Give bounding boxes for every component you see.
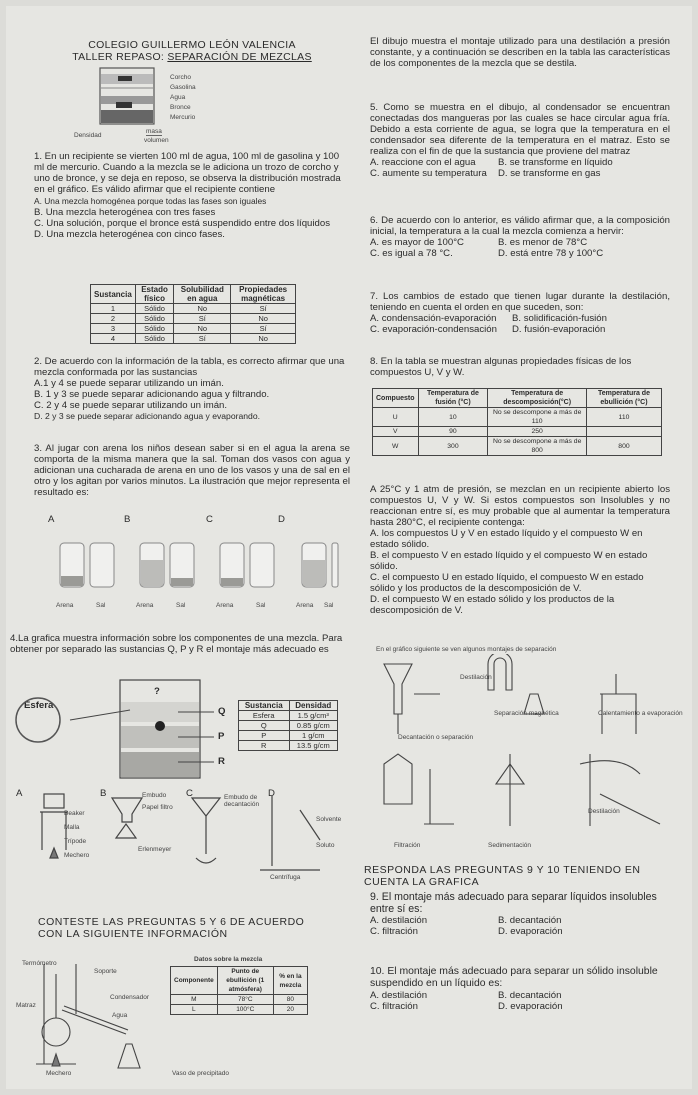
q7-option-b[interactable]: B. solidificación-fusión — [512, 313, 607, 324]
method-label: Decantación o separación — [398, 734, 474, 741]
lab-label: Termómetro — [22, 960, 57, 967]
q5-option-a[interactable]: A. reaccione con el agua — [370, 157, 476, 168]
table-cell: 3 — [91, 324, 136, 334]
q2-option-a[interactable]: A.1 y 4 se puede separar utilizando un imán. — [34, 378, 224, 389]
setup-label: Embudo — [142, 792, 167, 799]
method-label: Calentamiento a evaporación — [598, 710, 683, 717]
question-mark: ? — [154, 686, 160, 697]
table-cell: W — [373, 437, 419, 456]
header — [34, 39, 350, 63]
table-cell: 1 g/cm — [289, 731, 338, 741]
table-cell: No — [174, 324, 231, 334]
table-cell: Q — [239, 721, 290, 731]
q1-option-b[interactable]: B. Una mezcla heterogénea con tres fases — [34, 207, 216, 218]
q7-option-d[interactable]: D. fusión-evaporación — [512, 324, 606, 335]
workshop-title — [34, 51, 350, 63]
table-cell: 1 — [91, 304, 136, 314]
table-cell: Esfera — [239, 711, 290, 721]
setup-label: Solvente — [316, 816, 342, 823]
layer-label-q: Q — [218, 706, 226, 717]
table-cell: 800 — [586, 437, 661, 456]
q9-option-c[interactable]: C. filtración — [370, 926, 418, 937]
table-header-row — [91, 285, 296, 304]
setup-label: Papel filtro — [142, 804, 173, 811]
q6-option-a[interactable]: A. es mayor de 100°C — [370, 237, 464, 248]
q3-option-label[interactable]: B — [124, 514, 131, 525]
question-8-body — [370, 484, 670, 616]
setup-label: Centrífuga — [270, 874, 301, 881]
setup-label: Mechero — [64, 852, 90, 859]
lab-label: Soporte — [94, 968, 117, 975]
table-row — [239, 721, 338, 731]
q1-stem: 1. En un recipiente se vierten 100 ml de agua, 100 ml de gasolina y 100 ml de mercurio. Cuando a la mezcla se le adiciona un trozo de corcho y uno de bronce, y se deja en reposo, se observa la distribución mostrada en el gráfico. Es válido afirmar que el recipiente contiene — [34, 151, 341, 195]
table-row — [91, 314, 296, 324]
table-cell: 100°C — [217, 1005, 273, 1015]
table-cell: No se descompone a más de 110 — [488, 408, 587, 427]
q5-option-c[interactable]: C. aumente su temperatura — [370, 168, 487, 179]
table-header: % en la mezcla — [273, 967, 307, 995]
section-5-6-header — [38, 916, 354, 940]
table-cell: Sólido — [135, 324, 174, 334]
methods-caption: En el gráfico siguiente se ven algunos montajes de separación — [376, 646, 557, 653]
table-cell: Sólido — [135, 334, 174, 344]
table-cell: R — [239, 741, 290, 751]
method-label: Destilación — [588, 808, 620, 815]
table-cell: Sí — [231, 304, 296, 314]
section-9-10-header — [364, 864, 674, 888]
methods-illustration — [370, 654, 680, 854]
density-label: Densidad — [74, 132, 102, 139]
setup-option-d[interactable]: D — [268, 788, 275, 799]
layer-label-p: P — [218, 731, 225, 742]
table-cell: Sólido — [135, 314, 174, 324]
setup-label: Beaker — [64, 810, 85, 817]
question-2 — [34, 356, 350, 422]
q2-option-d[interactable]: D. 2 y 3 se puede separar adicionando agua y evaporando. — [34, 411, 260, 421]
q10-stem: 10. El montaje más adecuado para separar un sólido insoluble suspendido en un líquido es: — [370, 966, 658, 989]
q10-option-a[interactable]: A. destilación — [370, 990, 428, 1001]
table-header: Temperatura de fusión (°C) — [418, 389, 488, 408]
layers-figure — [74, 66, 254, 146]
table-cell: 2 — [91, 314, 136, 324]
label-bronce: Bronce — [170, 104, 191, 111]
table-header-row — [171, 967, 308, 995]
table-row — [239, 741, 338, 751]
table-cell: 250 — [488, 427, 587, 437]
glass-label-arena: Arena — [296, 602, 314, 609]
q2-stem: 2. De acuerdo con la información de la tabla, es correcto afirmar que una mezcla conformada por las sustancias — [34, 356, 345, 378]
table-cell: Sí — [231, 324, 296, 334]
table-cell: L — [171, 1005, 218, 1015]
table-row — [373, 437, 662, 456]
q8-option-a[interactable]: A. los compuestos U y V en estado líquido y el compuesto W en estado sólido. — [370, 528, 643, 550]
table-cell: No se descompone a más de 800 — [488, 437, 587, 456]
glass-label-sal: Sal — [96, 602, 106, 609]
table-header: Compuesto — [373, 389, 419, 408]
table-header: Propiedades magnéticas — [231, 285, 296, 304]
question-8 — [370, 356, 670, 378]
compounds-table — [372, 388, 662, 456]
table-cell: 0.85 g/cm — [289, 721, 338, 731]
q8-option-d[interactable]: D. el compuesto W en estado sólido y los productos de la descomposición de V. — [370, 594, 615, 616]
q2-option-c[interactable]: C. 2 y 4 se puede separar utilizando un imán. — [34, 400, 228, 411]
table-row — [171, 995, 308, 1005]
question-6 — [370, 215, 670, 259]
setup-label: Embudo de decantación — [224, 794, 260, 808]
section-title-line1: RESPONDA LAS PREGUNTAS 9 Y 10 TENIENDO EN — [364, 864, 641, 876]
setup-label: Soluto — [316, 842, 335, 849]
section-title-line1: CONTESTE LAS PREGUNTAS 5 Y 6 DE ACUERDO — [38, 916, 305, 928]
q1-option-d[interactable]: D. Una mezcla heterogénea con cinco fases. — [34, 229, 225, 240]
glass-label-arena: Arena — [216, 602, 234, 609]
q7-option-a[interactable]: A. condensación-evaporación — [370, 313, 497, 324]
label-gasolina: Gasolina — [170, 84, 196, 91]
table-header: Sustancia — [239, 701, 290, 711]
glass-label-sal: Sal — [176, 602, 186, 609]
table-row — [91, 304, 296, 314]
table-cell: 110 — [586, 408, 661, 427]
q8-body: A 25°C y 1 atm de presión, se mezclan en un recipiente abierto los compuestos U, V y W. Si estos compuestos son Insolubles y no reaccionan entre sí, es muy probable que al aumentar la temperatura hasta 280°C, el recipiente contenga: — [370, 484, 670, 528]
q3-option-label[interactable]: D — [278, 514, 285, 525]
intro-text: El dibujo muestra el montaje utilizado para una destilación a presión constante, y a continuación se describen en la tabla las características de los componentes de la mezcla que se destila. — [370, 36, 670, 69]
setup-label: Malla — [64, 824, 80, 831]
setup-option-c[interactable]: C — [186, 788, 193, 799]
table-row — [373, 408, 662, 427]
method-label: Filtración — [394, 842, 421, 849]
section-title-line2: CON LA SIGUIENTE INFORMACIÓN — [38, 928, 228, 940]
school-name: COLEGIO GUILLERMO LEÓN VALENCIA — [88, 39, 296, 51]
q9-stem: 9. El montaje más adecuado para separar líquidos insolubles entre sí es: — [370, 891, 657, 915]
table-header: Componente — [171, 967, 218, 995]
q3-option-label[interactable]: A — [48, 514, 55, 525]
q6-option-d[interactable]: D. está entre 78 y 100°C — [498, 248, 604, 259]
table-row — [239, 731, 338, 741]
glass-label-arena: Arena — [56, 602, 74, 609]
q7-option-c[interactable]: C. evaporación-condensación — [370, 324, 497, 335]
q10-option-b[interactable]: B. decantación — [498, 990, 562, 1001]
q1-option-a[interactable]: A. Una mezcla homogénea porque todas las fases son iguales — [34, 196, 267, 206]
question-10 — [370, 966, 670, 1012]
setup-option-b[interactable]: B — [100, 788, 107, 799]
table-cell: V — [373, 427, 419, 437]
table-cell: Sí — [174, 314, 231, 324]
method-label: Separación magnética — [494, 710, 559, 717]
method-label: Sedimentación — [488, 842, 531, 849]
workshop-topic: SEPARACIÓN DE MEZCLAS — [167, 51, 312, 63]
setups-illustration — [10, 790, 350, 900]
separation-methods-figure — [370, 646, 683, 856]
q6-option-c[interactable]: C. es igual a 78 °C. — [370, 248, 453, 259]
q1-option-c[interactable]: C. Una solución, porque el bronce está suspendido entre dos líquidos — [34, 218, 330, 229]
q8-option-b[interactable]: B. el compuesto V en estado líquido y el compuesto W en estado sólido. — [370, 550, 648, 572]
label-agua: Agua — [170, 94, 186, 101]
q4-figure — [10, 670, 350, 900]
lab-label: Agua — [112, 1012, 128, 1019]
density-numerator: masa — [146, 128, 162, 135]
table-cell: Sólido — [135, 304, 174, 314]
table-row — [239, 711, 338, 721]
table-header: Temperatura de descomposición(°C) — [488, 389, 587, 408]
q9-option-d[interactable]: D. evaporación — [498, 926, 563, 937]
sphere-label: Esfera — [24, 700, 54, 711]
q7-stem: 7. Los cambios de estado que tienen lugar durante la destilación, teniendo en cuenta el orden en que suceden, son: — [370, 291, 670, 313]
q10-option-c[interactable]: C. filtración — [370, 1001, 418, 1012]
glass-label-arena: Arena — [136, 602, 154, 609]
distillation-figure — [16, 954, 346, 1084]
q9-option-a[interactable]: A. destilación — [370, 915, 428, 926]
cylinder-illustration — [94, 66, 174, 128]
table-cell: 80 — [273, 995, 307, 1005]
lab-label: Matraz — [16, 1002, 36, 1009]
question-4 — [10, 633, 350, 655]
table-cell: 78°C — [217, 995, 273, 1005]
lab-label: Mechero — [46, 1070, 72, 1077]
table-cell: 20 — [273, 1005, 307, 1015]
table-cell: No — [174, 304, 231, 314]
label-mercurio: Mercurio — [170, 114, 196, 121]
table-header: Estado físico — [135, 285, 174, 304]
q6-option-b[interactable]: B. es menor de 78°C — [498, 237, 588, 248]
mixture-table-title: Datos sobre la mezcla — [194, 956, 263, 963]
substances-table — [90, 284, 296, 344]
question-7 — [370, 291, 670, 335]
glass-label-sal: Sal — [324, 602, 334, 609]
density-denominator: volumen — [144, 137, 169, 144]
question-3 — [34, 443, 350, 498]
density-table — [238, 700, 338, 751]
table-header-row — [239, 701, 338, 711]
q3-stem: 3. Al jugar con arena los niños desean saber si en el agua la arena se comporta de la misma manera que la sal. Toman dos vasos con agua y adicionan una cucharada de arena en uno de los vasos y una de sal en el otro y los agitan por varios minutos. La ilustración que mejor representa el resultado es: — [34, 443, 350, 498]
q8-option-c[interactable]: C. el compuesto U en estado líquido, el compuesto W en estado sólido y los productos de la descomposición de V. — [370, 572, 644, 594]
table-header: Punto de ebullición (1 atmósfera) — [217, 967, 273, 995]
question-1 — [34, 151, 350, 240]
distillation-illustration — [16, 954, 166, 1079]
glass-label-sal: Sal — [256, 602, 266, 609]
table-cell — [586, 427, 661, 437]
distillation-intro — [370, 36, 670, 69]
table-header: Solubilidad en agua — [174, 285, 231, 304]
mixture-table — [170, 966, 308, 1015]
table-cell: No — [231, 314, 296, 324]
q5-option-d[interactable]: D. se transforme en gas — [498, 168, 601, 179]
table-row — [373, 427, 662, 437]
question-9 — [370, 891, 670, 937]
setup-label: Erlenmeyer — [138, 846, 172, 853]
table-header: Densidad — [289, 701, 338, 711]
q5-stem: 5. Como se muestra en el dibujo, al condensador se encuentran conectadas dos mangueras por las cuales se hace circular agua fría. Debido a esta corriente de agua, se logra que la temperatura en el condensador sea diferente de la temperatura en el matraz. Esto se realiza con el fin de que la sustancia que proviene del matraz — [370, 102, 670, 157]
table-cell: 4 — [91, 334, 136, 344]
table-cell: 10 — [418, 408, 488, 427]
table-row — [171, 1005, 308, 1015]
table-cell: U — [373, 408, 419, 427]
table-cell: P — [239, 731, 290, 741]
table-row — [91, 324, 296, 334]
layer-label-r: R — [218, 756, 225, 767]
table-cell: 13.5 g/cm — [289, 741, 338, 751]
section-title-line2: CUENTA LA GRAFICA — [364, 876, 480, 888]
table-row — [91, 334, 296, 344]
q8-stem: 8. En la tabla se muestran algunas propiedades físicas de los compuestos U, V y W. — [370, 356, 632, 378]
workshop-label: TALLER REPASO: — [72, 51, 165, 63]
table-cell: 300 — [418, 437, 488, 456]
q2-option-b[interactable]: B. 1 y 3 se puede separar adicionando agua y filtrando. — [34, 389, 270, 400]
q5-option-b[interactable]: B. se transforme en líquido — [498, 157, 613, 168]
table-cell: 1.5 g/cm³ — [289, 711, 338, 721]
table-cell: No — [231, 334, 296, 344]
question-5 — [370, 102, 670, 179]
worksheet-page — [6, 6, 692, 1089]
q4-stem: 4.La grafica muestra información sobre los componentes de una mezcla. Para obtener por separado las sustancias Q, P y R el montaje más adecuado es — [10, 633, 343, 655]
table-cell: 90 — [418, 427, 488, 437]
table-cell: Sí — [174, 334, 231, 344]
table-header: Temperatura de ebullición (°C) — [586, 389, 661, 408]
method-label: Destilación — [460, 674, 492, 681]
q10-option-d[interactable]: D. evaporación — [498, 1001, 563, 1012]
table-header-row — [373, 389, 662, 408]
q9-option-b[interactable]: B. decantación — [498, 915, 562, 926]
q3-glasses-figure — [40, 514, 340, 614]
q3-option-label[interactable]: C — [206, 514, 213, 525]
lab-label: Vaso de precipitado — [172, 1070, 229, 1077]
table-cell: M — [171, 995, 218, 1005]
label-corcho: Corcho — [170, 74, 191, 81]
lab-label: Condensador — [110, 994, 150, 1001]
setup-option-a[interactable]: A — [16, 788, 23, 799]
table-header: Sustancia — [91, 285, 136, 304]
setup-label: Trípode — [64, 838, 87, 845]
q6-stem: 6. De acuerdo con lo anterior, es válido afirmar que, a la composición inicial, la temperatura a la cual la mezcla comienza a hervir: — [370, 215, 670, 237]
glasses-illustration — [40, 538, 340, 600]
